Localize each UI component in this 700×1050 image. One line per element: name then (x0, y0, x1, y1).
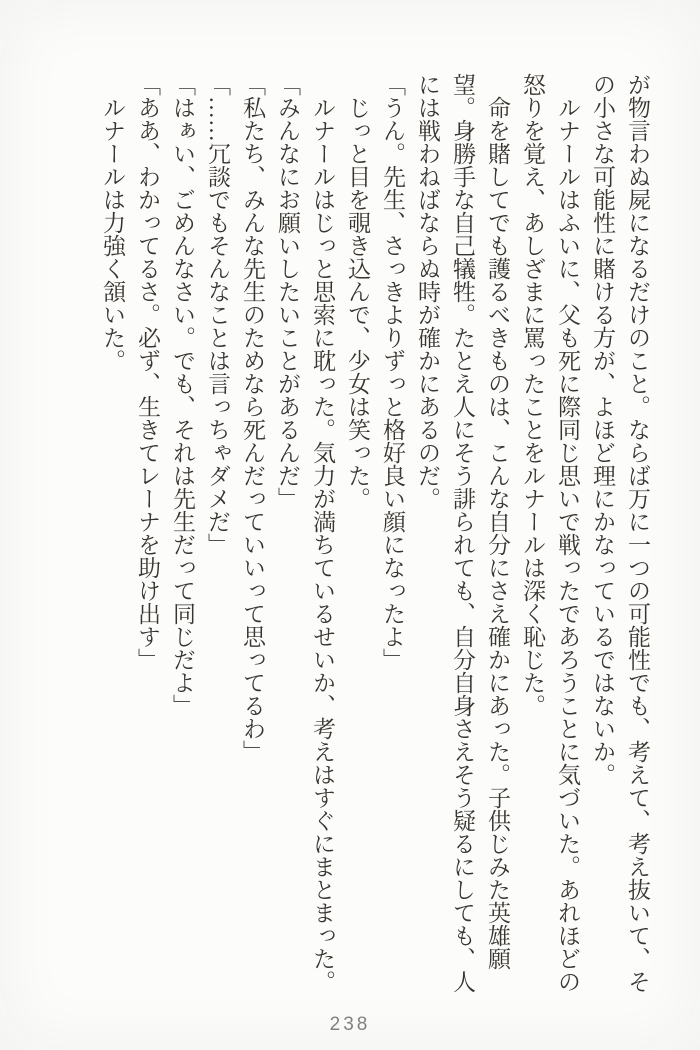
body-text (95, 73, 655, 993)
paragraph: が物言わぬ屍になるだけのこと。ならば万に一つの可能性でも、考えて、考え抜いて、その小さな可能性に賭ける方が、よほど理にかなっているではないか。 (590, 73, 650, 993)
paragraph: ルナールはじっと思索に耽った。気力が満ちているせいか、考えはすぐにまとまった。 (310, 96, 335, 993)
paragraph: 「ああ、わかってるさ。必ず、生きてレーナを助け出す」 (135, 73, 160, 671)
paragraph: 「……冗談でもそんなことは言っちゃダメだ」 (205, 73, 230, 556)
paragraph: ルナールはふいに、父も死に際同じ思いで戦ったであろうことに気づいた。あれほどの怒りを覚え、あしざまに罵ったことをルナールは深く恥じた。 (520, 73, 580, 993)
paragraph: 「私たち、みんな先生のためなら死んだっていいって思ってるわ」 (240, 73, 265, 763)
paragraph: ルナールは力強く頷いた。 (100, 96, 125, 372)
paragraph: じっと目を覗き込んで、少女は笑った。 (345, 96, 370, 510)
paragraph: 命を賭してでも護るべきものは、こんな自分にさえ確かにあった。子供じみた英雄願望。身勝手な自己犠牲。たとえ人にそう誹られても、自分自身さえそう疑るにしても、人には戦わねばならぬ時が確かにあるのだ。 (415, 73, 510, 993)
paragraph: 「はぁい、ごめんなさい。でも、それは先生だって同じだよ」 (170, 73, 195, 717)
paragraph: 「みんなにお願いしたいことがあるんだ」 (275, 73, 300, 510)
paragraph: 「うん。先生、さっきよりずっと格好良い顔になったよ」 (380, 73, 405, 671)
page-number: 238 (329, 1014, 371, 1035)
